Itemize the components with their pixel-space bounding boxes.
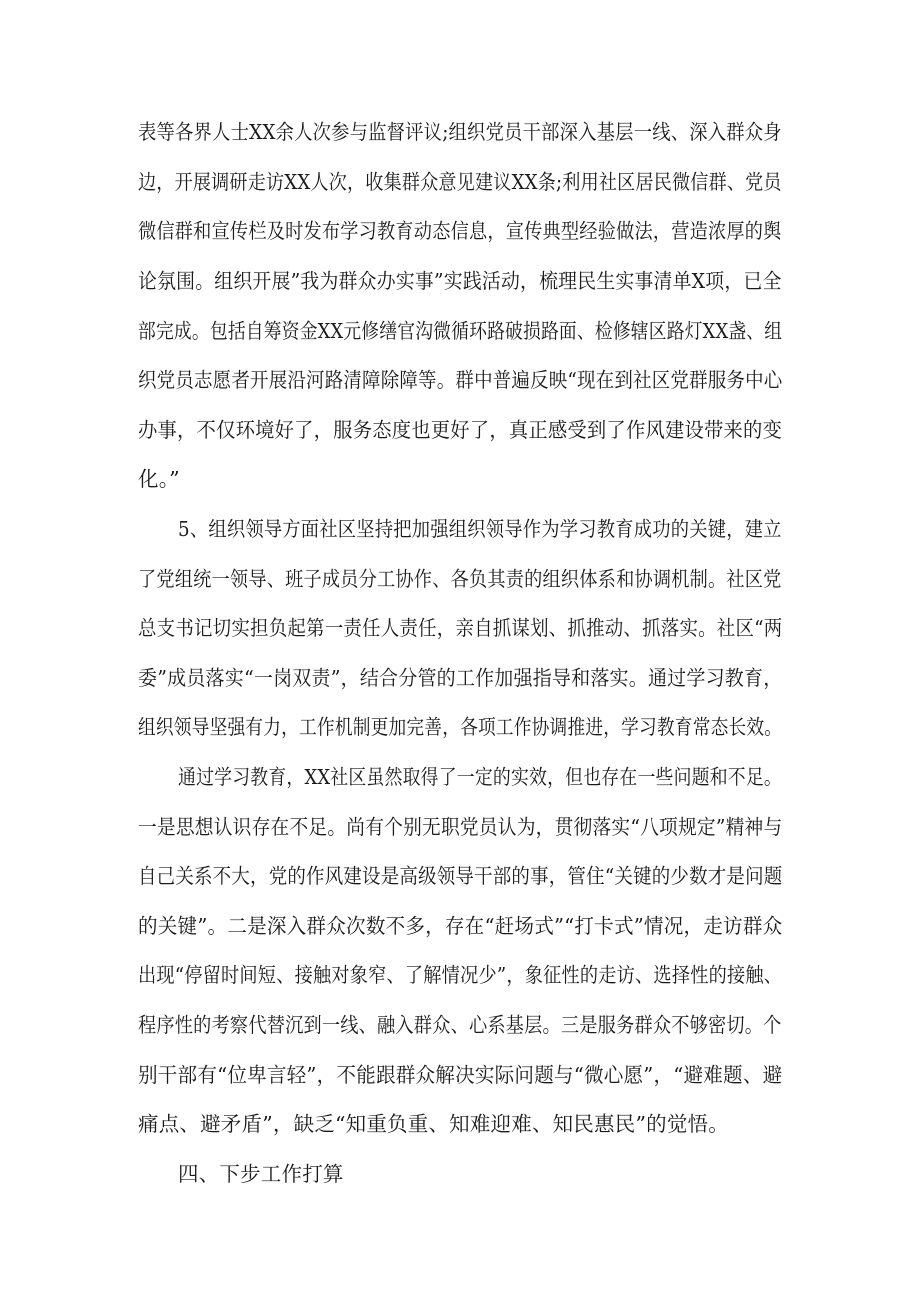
text-line: 别干部有“位卑言轻”，不能跟群众解决实际问题与“微心愿”，“避难题、避 [138,1063,783,1087]
text-line: 边，开展调研走访XX人次，收集群众意见建议XX条;利用社区居民微信群、党员 [138,170,782,194]
text-line: 部完成。包括自筹资金XX元修缮官沟微循环路破损路面、检修辖区路灯XX盏、组 [138,319,783,343]
text-line: 化。” [138,467,180,491]
text-line: 通过学习教育，XX社区虽然取得了一定的实效，但也存在一些问题和不足。 [178,765,782,789]
heading-text: 四、下步工作打算 [178,1162,344,1186]
text-line: 5、组织领导方面社区坚持把加强组织领导作为学习教育成功的关键，建立 [178,517,782,541]
text-line: 办事，不仅环境好了，服务态度也更好了，真正感受到了作风建设带来的变 [138,418,783,442]
text-line: 痛点、避矛盾”，缺乏“知重负重、知难迎难、知民惠民”的觉悟。 [138,1112,729,1136]
text-line: 论氛围。组织开展”我为群众办实事”实践活动，梳理民生实事清单X项，已全 [138,269,782,293]
text-line: 了党组统一领导、班子成员分工协作、各负其责的组织体系和协调机制。社区党 [138,567,782,591]
text-line: 自己关系不大，党的作风建设是高级领导干部的事，管住“关键的少数才是问题 [138,864,783,888]
text-line: 的关键”。二是深入群众次数不多，存在“赶场式”“打卡式”情况，走访群众 [138,914,783,938]
text-line: 微信群和宣传栏及时发布学习教育动态信息，宣传典型经验做法，营造浓厚的舆 [138,219,782,243]
text-line: 织党员志愿者开展沿河路清障除障等。群中普遍反映“现在到社区党群服务中心 [138,368,783,392]
text-line: 一是思想认识存在不足。尚有个别无职党员认为，贯彻落实“八项规定”精神与 [138,815,783,839]
text-line: 组织领导坚强有力，工作机制更加完善，各项工作协调推进，学习教育常态长效。 [138,715,783,739]
text-line: 程序性的考察代替沉到一线、融入群众、心系基层。三是服务群众不够密切。个 [138,1013,782,1037]
text-line: 出现“停留时间短、接触对象窄、了解情况少”，象征性的走访、选择性的接触、 [138,963,783,987]
text-line: 总支书记切实担负起第一责任人责任，亲自抓谋划、抓推动、抓落实。社区“两 [138,616,783,640]
text-line: 表等各界人士XX余人次参与监督评议;组织党员干部深入基层一线、深入群众身 [138,120,782,144]
text-line: 委”成员落实“一岗双责”，结合分管的工作加强指导和落实。通过学习教育， [138,666,783,690]
